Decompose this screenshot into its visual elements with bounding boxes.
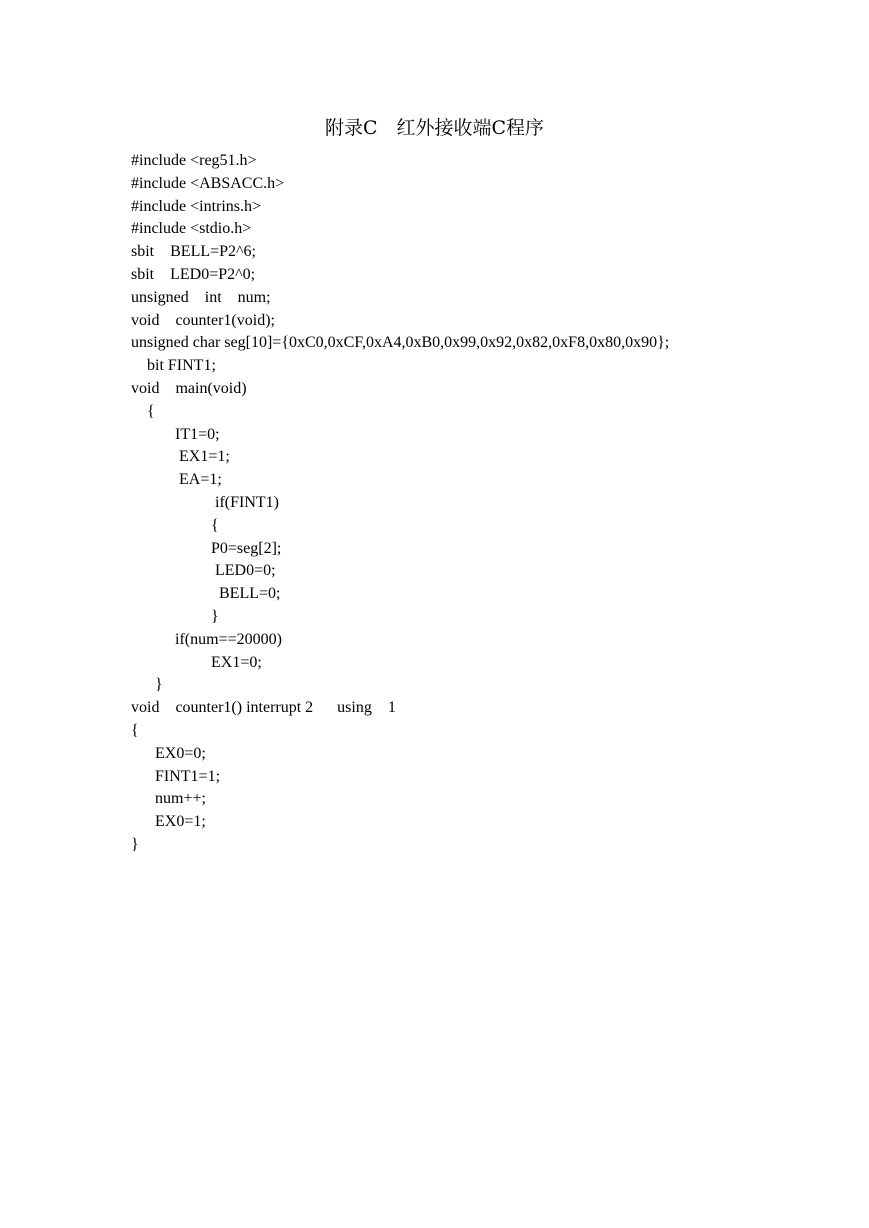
- code-line: #include <stdio.h>: [131, 220, 252, 238]
- code-line: BELL=0;: [131, 585, 281, 603]
- code-line: num++;: [131, 790, 206, 808]
- code-line: sbit LED0=P2^0;: [131, 265, 256, 283]
- code-line: P0=seg[2];: [131, 539, 282, 557]
- code-line: bit FINT1;: [131, 357, 216, 375]
- code-line: EA=1;: [131, 471, 222, 489]
- code-line: unsigned char seg[10]={0xC0,0xCF,0xA4,0xB0,0x99,0x92,0x82,0xF8,0x80,0x90};: [131, 334, 670, 352]
- code-line: {: [131, 402, 155, 420]
- code-line: FINT1=1;: [131, 767, 221, 785]
- code-line: EX0=1;: [131, 813, 206, 831]
- code-line: LED0=0;: [131, 562, 276, 580]
- code-line: EX1=0;: [131, 653, 262, 671]
- appendix-title: 附录C 红外接收端C程序: [324, 117, 545, 139]
- code-line: IT1=0;: [131, 425, 220, 443]
- code-line: }: [131, 676, 163, 694]
- code-line: #include <reg51.h>: [131, 152, 257, 169]
- code-line: }: [131, 607, 219, 625]
- code-line: EX1=1;: [131, 448, 230, 466]
- code-line: }: [131, 835, 139, 853]
- code-line: unsigned int num;: [131, 288, 271, 306]
- code-line: void main(void): [131, 379, 247, 397]
- code-line: void counter1(void);: [131, 311, 275, 329]
- code-line: #include <intrins.h>: [131, 197, 262, 215]
- code-line: {: [131, 721, 139, 739]
- code-line: if(num==20000): [131, 630, 282, 648]
- code-listing: [131, 150, 669, 857]
- code-line: {: [131, 516, 219, 534]
- code-line: void counter1() interrupt 2 using 1: [131, 699, 396, 717]
- code-line: EX0=0;: [131, 744, 206, 762]
- code-line: sbit BELL=P2^6;: [131, 243, 256, 261]
- code-line: #include <ABSACC.h>: [131, 174, 285, 192]
- code-line: if(FINT1): [131, 493, 279, 511]
